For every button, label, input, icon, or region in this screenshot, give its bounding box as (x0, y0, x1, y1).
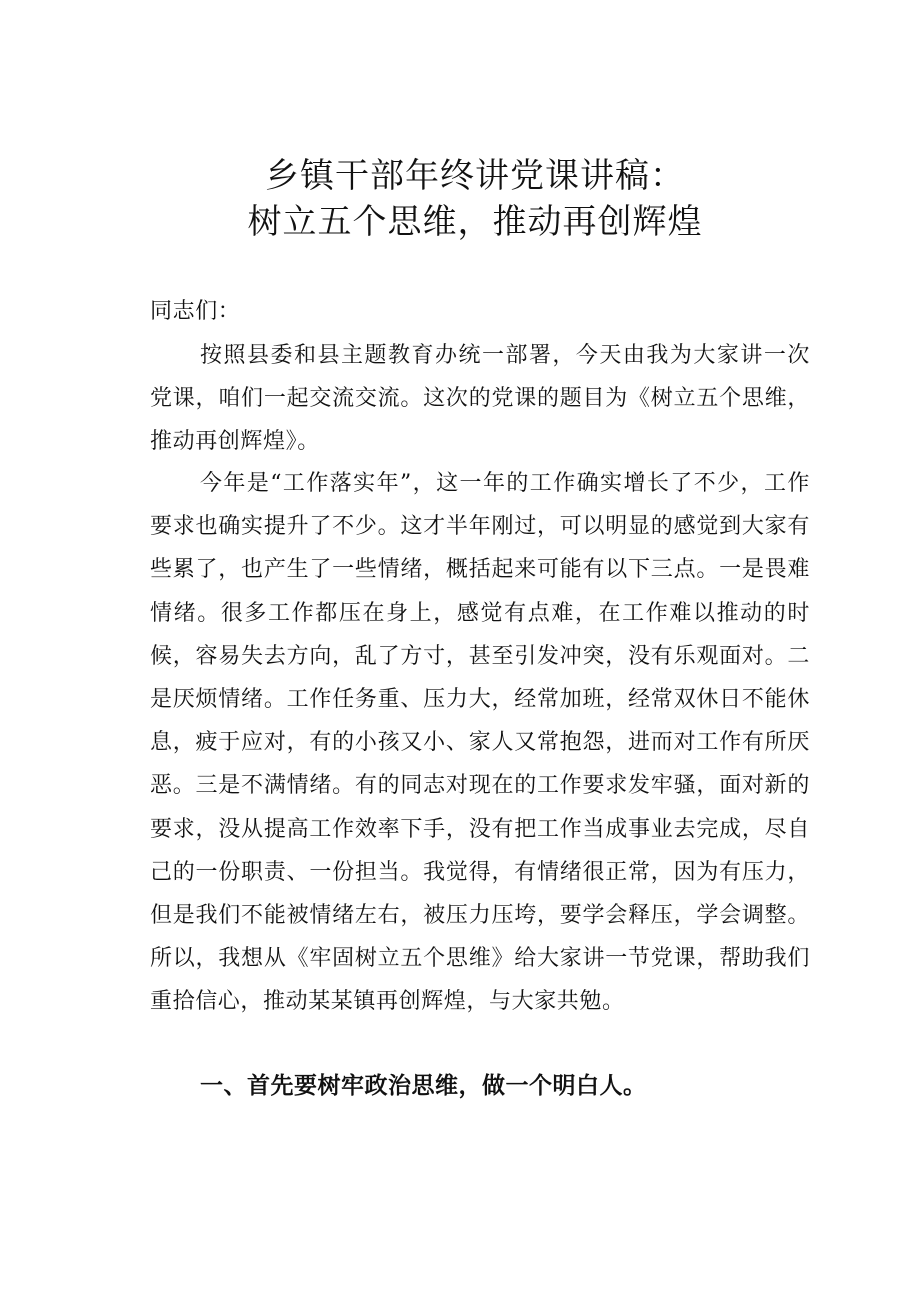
document-title-line2: 树立五个思维，推动再创辉煌 (247, 202, 703, 242)
document-title-line1: 乡镇干部年终讲党课讲稿： (265, 156, 685, 196)
section-heading: 一、首先要树牢政治思维，做一个明白人。 (200, 1073, 647, 1099)
salutation: 同志们： (150, 299, 241, 324)
paragraph-emotions: 今年是“工作落实年”，这一年的工作确实增长了不少，工作要求也确实提升了不少。这才半年刚过，可以明显的感觉到大家有些累了，也产生了一些情绪，概括起来可能有以下三点。一是畏难情绪。很多工作都压在身上，感觉有点难，在工作难以推动的时候，容易失去方向，乱了方寸，甚至引发冲突，没有乐观面对。二是厌烦情绪。工作任务重、压力大，经常加班，经常双休日不能休息，疲于应对，有的小孩又小、家人又常抱怨，进而对工作有所厌恶。三是不满情绪。有的同志对现在的工作要求发牢骚，面对新的要求，没从提高工作效率下手，没有把工作当成事业去完成，尽自己的一份职责、一份担当。我觉得，有情绪很正常，因为有压力，但是我们不能被情绪左右，被压力压垮，要学会释压，学会调整。所以，我想从《牢固树立五个思维》给大家讲一节党课，帮助我们重拾信心，推动某某镇再创辉煌，与大家共勉。 (150, 471, 810, 1015)
paragraph-intro: 按照县委和县主题教育办统一部署，今天由我为大家讲一次党课，咱们一起交流交流。这次的党课的题目为《树立五个思维，推动再创辉煌》。 (150, 343, 810, 455)
